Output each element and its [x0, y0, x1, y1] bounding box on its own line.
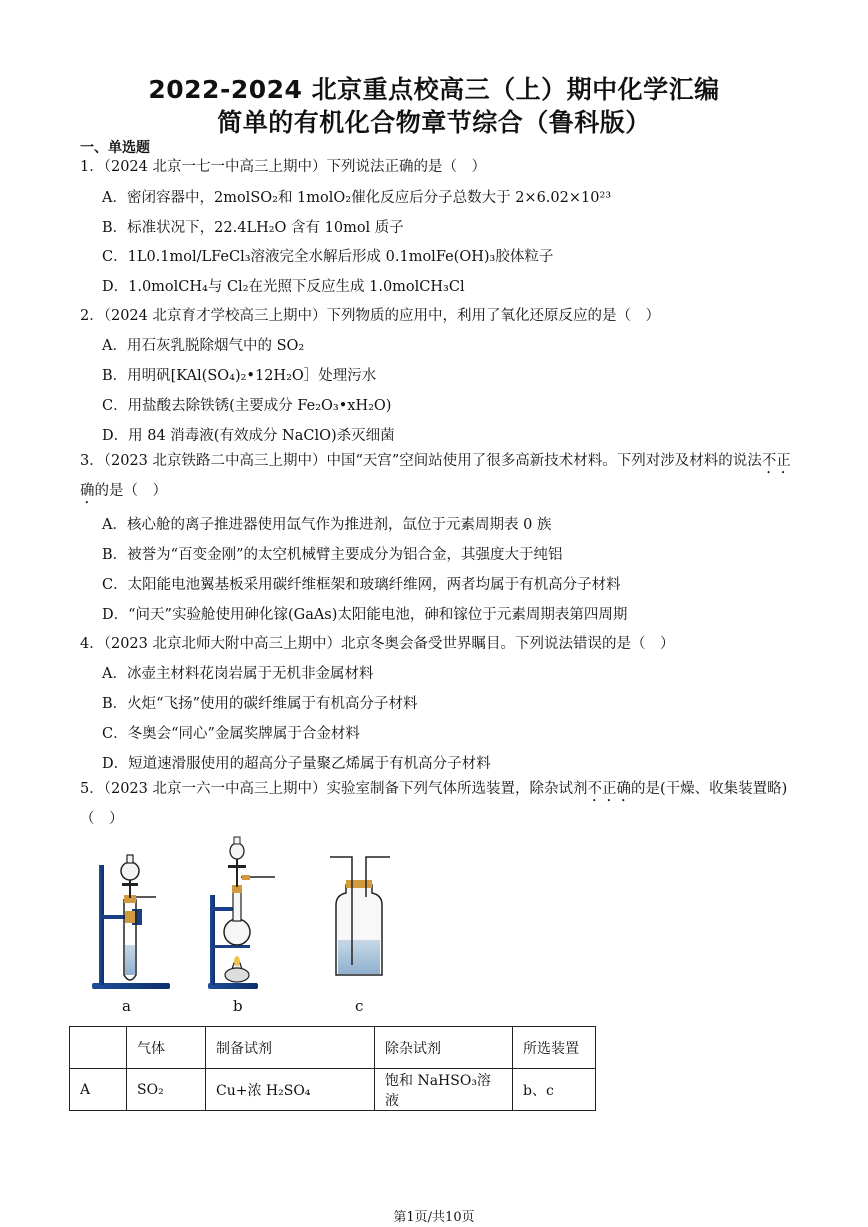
- page-footer: 第1页/共10页: [393, 1210, 475, 1225]
- q1-option-c: C．1L0.1mol/LFeCl₃溶液完全水解后形成 0.1molFe(OH)₃胶体粒子: [102, 249, 554, 265]
- q1-stem: 1．（2024 北京一七一中高三上期中）下列说法正确的是（ ）: [80, 159, 486, 175]
- doc-title-line1: 2022-2024 北京重点校高三（上）期中化学汇编: [148, 75, 720, 104]
- figure-label-c: c: [355, 997, 364, 1015]
- table-header-row: [70, 1027, 596, 1069]
- q4-option-b: B．火炬“飞扬”使用的碳纤维属于有机高分子材料: [102, 696, 418, 712]
- figure-label-b: b: [233, 997, 243, 1015]
- table-header-cell: [70, 1027, 127, 1069]
- q3-stem: [80, 447, 792, 507]
- q3-option-b: B．被誉为“百变金刚”的太空机械臂主要成分为铝合金，其强度大于纯铝: [102, 547, 563, 563]
- q2-option-b: B．用明矾[KAl(SO₄)₂•12H₂O］处理污水: [102, 368, 377, 384]
- q1-option-b: B．标准状况下，22.4LH₂O 含有 10mol 质子: [102, 220, 404, 236]
- figure-label-a: a: [122, 997, 131, 1015]
- q4-option-c: C．冬奥会“同心”金属奖牌属于合金材料: [102, 726, 360, 742]
- table-header-cell: 制备试剂: [206, 1027, 375, 1069]
- q1-option-a: A．密闭容器中，2molSO₂和 1molO₂催化反应后分子总数大于 2×6.02×10²³: [102, 190, 612, 206]
- q3-option-a: A．核心舱的离子推进器使用氙气作为推进剂，氙位于元素周期表 0 族: [102, 517, 552, 533]
- table-header-cell: 除杂试剂: [375, 1027, 513, 1069]
- q5-stem: [80, 775, 792, 834]
- table-cell: b、c: [513, 1069, 596, 1111]
- q3-stem-tail: 的是（ ）: [94, 483, 167, 499]
- q1-option-d: D．1.0molCH₄与 Cl₂在光照下反应生成 1.0molCH₃Cl: [102, 279, 465, 295]
- q4-option-d: D．短道速滑服使用的超高分子量聚乙烯属于有机高分子材料: [102, 756, 491, 772]
- table-cell: SO₂: [127, 1069, 206, 1111]
- q4-stem: 4．（2023 北京北师大附中高三上期中）北京冬奥会备受世界瞩目。下列说法错误的是（ ）: [80, 636, 675, 652]
- q4-option-a: A．冰壶主材料花岗岩属于无机非金属材料: [102, 666, 374, 682]
- table-row: [70, 1069, 596, 1111]
- table-cell: A: [70, 1069, 127, 1111]
- q2-option-a: A．用石灰乳脱除烟气中的 SO₂: [102, 338, 305, 354]
- apparatus-drawing: [70, 835, 490, 1020]
- apparatus-a: [92, 855, 170, 989]
- table-cell: Cu+浓 H₂SO₄: [206, 1069, 375, 1111]
- q3-stem-text: 3．（2023 北京铁路二中高三上期中）中国“天宫”空间站使用了很多高新技术材料。下列对涉及材料的说法: [80, 453, 762, 469]
- section-heading: 一、单选题: [80, 140, 150, 156]
- q2-option-d: D．用 84 消毒液(有效成分 NaClO)杀灭细菌: [102, 428, 395, 444]
- q5-stem-tail: 的是(干燥、收集装置略)（ ）: [80, 781, 788, 827]
- table-header-cell: 所选装置: [513, 1027, 596, 1069]
- table-cell: 饱和 NaHSO₃溶液: [375, 1069, 513, 1111]
- q5-stem-text: 5．（2023 北京一六一中高三上期中）实验室制备下列气体所选装置，除杂试剂: [80, 781, 588, 797]
- q3-option-d: D．“问天”实验舱使用砷化镓(GaAs)太阳能电池，砷和镓位于元素周期表第四周期: [102, 607, 628, 623]
- q2-stem: 2．（2024 北京育才学校高三上期中）下列物质的应用中，利用了氧化还原反应的是（ ）: [80, 308, 660, 324]
- q3-option-c: C．太阳能电池翼基板采用碳纤维框架和玻璃纤维网，两者均属于有机高分子材料: [102, 577, 621, 593]
- apparatus-b: [208, 837, 275, 989]
- apparatus-c: [330, 857, 390, 975]
- reagent-table: [69, 1026, 596, 1111]
- apparatus-figures: [70, 835, 490, 1020]
- doc-title-line2: 简单的有机化合物章节综合（鲁科版）: [217, 108, 651, 137]
- q3-emphasis: 不正确: [80, 453, 791, 499]
- q5-emphasis: 不正确: [587, 781, 631, 797]
- table-header-cell: 气体: [127, 1027, 206, 1069]
- q2-option-c: C．用盐酸去除铁锈(主要成分 Fe₂O₃•xH₂O): [102, 398, 392, 414]
